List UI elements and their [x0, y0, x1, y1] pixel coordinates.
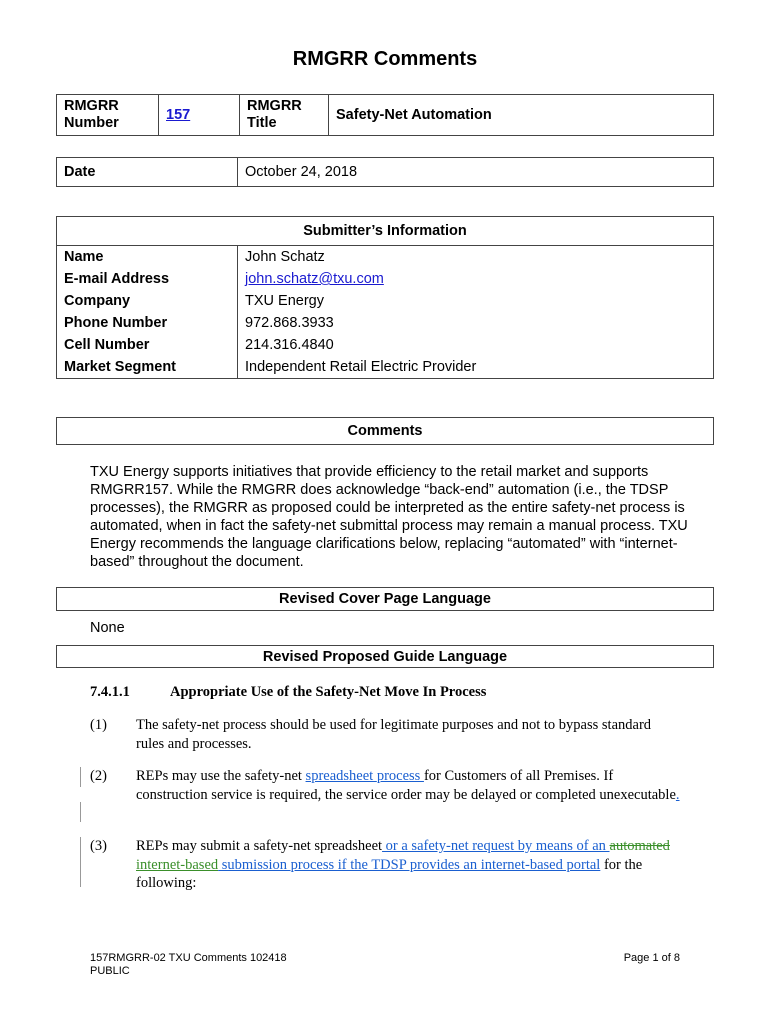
rmgrr-title-label: RMGRR Title [240, 95, 329, 136]
guide-heading: Revised Proposed Guide Language [56, 645, 714, 668]
item-2-inserted-period: . [675, 786, 680, 803]
item-2-inserted-text: process [376, 768, 424, 784]
date-value: October 24, 2018 [238, 158, 714, 187]
name-label: Name [57, 246, 238, 269]
item-3-inserted-text: internet-based [136, 856, 219, 873]
item-3-deleted-text: automated [609, 838, 670, 854]
comments-body: TXU Energy supports initiatives that provide efficiency to the retail market and supports RMGRR157. While the RMGRR does acknowledge “back-end” automation (i.e., the TDSP processes), the RMGRR as proposed could be interpreted as the entire safety-net process is automated, when in fact the safety-net submittal process may remain a manual process. TXU Energy recommends the language clarifications below, replacing “automated” with “internet-based” throughout the document. [90, 464, 688, 570]
rmgrr-title-value: Safety-Net Automation [329, 95, 714, 136]
market-segment-label: Market Segment [57, 356, 238, 379]
item-3-inserted-text: submission process if the TDSP provides an internet-based portal [218, 856, 601, 873]
email-label: E-mail Address [57, 268, 238, 290]
footer-doc-id: 157RMGRR-02 TXU Comments 102418 [90, 952, 287, 964]
item-1-text: The safety-net process should be used for legitimate purposes and not to bypass standard rules and processes. [136, 717, 652, 752]
change-bar [80, 802, 81, 822]
item-2-number: (2) [90, 768, 107, 784]
page-title: RMGRR Comments [292, 48, 478, 70]
rmgrr-number-label: RMGRR Number [57, 95, 159, 136]
date-label: Date [57, 158, 238, 187]
cell-label: Cell Number [57, 334, 238, 356]
cover-page-body: None [90, 620, 125, 636]
section-number: 7.4.1.1 [90, 684, 130, 700]
item-2-text [136, 767, 681, 804]
item-3-inserted-text: or a safety-net request by means of an [382, 838, 610, 854]
item-2-deleted-text: spreadsheet [305, 768, 377, 784]
cell-value: 214.316.4840 [238, 334, 714, 356]
phone-label: Phone Number [57, 312, 238, 334]
company-label: Company [57, 290, 238, 312]
change-bar [80, 767, 81, 787]
item-1-number: (1) [90, 717, 107, 733]
submitter-heading: Submitter’s Information [57, 217, 714, 246]
date-table [56, 157, 714, 187]
phone-value: 972.868.3933 [238, 312, 714, 334]
item-3-text-part: for the following: [136, 856, 643, 891]
submitter-table [56, 216, 714, 379]
item-3-number: (3) [90, 838, 107, 854]
item-2-text-part: REPs may use the safety-net [136, 768, 306, 784]
section-title: Appropriate Use of the Safety-Net Move In Process [170, 684, 487, 700]
footer-classification: PUBLIC [90, 965, 130, 977]
comments-heading: Comments [56, 417, 714, 445]
item-2-text-part: for Customers of all Premises. If construction service is required, the service order may be delayed or completed unexecutable [136, 768, 676, 803]
company-value: TXU Energy [238, 290, 714, 312]
change-bar [80, 837, 81, 887]
footer-page-number: Page 1 of 8 [623, 952, 680, 964]
name-value: John Schatz [238, 246, 714, 269]
rmgrr-number-link[interactable]: 157 [166, 106, 191, 123]
market-segment-value: Independent Retail Electric Provider [238, 356, 714, 379]
item-3-text [136, 837, 681, 893]
email-link[interactable]: john.schatz@txu.com [245, 271, 384, 287]
rmgrr-header-table [56, 94, 714, 136]
item-3-text-part: REPs may submit a safety-net spreadsheet [136, 838, 383, 854]
cover-page-heading: Revised Cover Page Language [56, 587, 714, 611]
